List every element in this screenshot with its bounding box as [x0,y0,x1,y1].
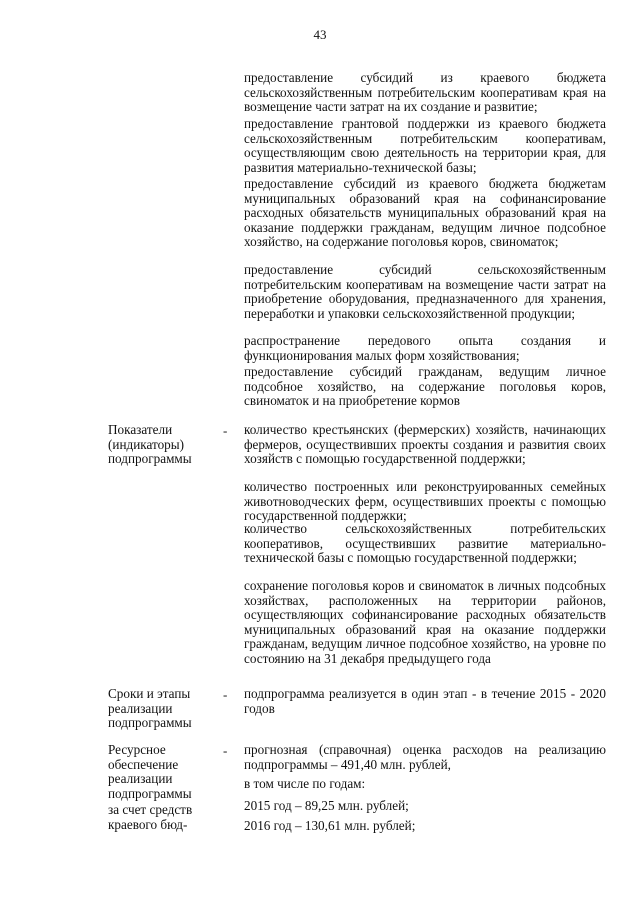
resources-item-3: 2015 год – 89,25 млн. рублей; [244,798,409,813]
resources-sublabel: за счет средств краевого бюд- [108,802,193,832]
measure-item-4: предоставление субсидий сельскохозяйственным потребительским кооперативам на возмещение части затрат на приобретение оборудования, предназначенного для хранения, переработки и упаковки сельскохозяйственной продукции; [244,262,606,321]
resources-item-4: 2016 год – 130,61 млн. рублей; [244,818,416,833]
resources-dash: - [223,743,228,758]
page-number: 43 [313,27,327,42]
resources-item-1: прогнозная (справочная) оценка расходов на реализацию подпрограммы – 491,40 млн. рублей, [244,742,606,772]
indicators-dash: - [223,423,228,438]
indicator-item-3: количество сельскохозяйственных потребительских кооперативов, осуществивших развитие материально-технической базы с помощью государственной поддержки; [244,521,606,566]
measure-item-6: предоставление субсидий гражданам, ведущим личное подсобное хозяйство, на содержание поголовья коров, свиноматок и на приобретение кормов [244,364,606,409]
measure-item-3: предоставление субсидий из краевого бюджета бюджетам муниципальных образований края на софинансирование расходных обязательств муниципальных образований края на оказание поддержки гражданам, ведущим личное подсобное хозяйство, на содержание поголовья коров, свиноматок; [244,176,606,250]
indicator-item-2: количество построенных или реконструированных семейных животноводческих ферм, осуществивших проекты с помощью государственной поддержки; [244,479,606,524]
indicator-item-1: количество крестьянских (фермерских) хозяйств, начинающих фермеров, осуществивших проекты создания и развития своих хозяйств с помощью государственной поддержки; [244,422,606,467]
resources-item-2: в том числе по годам: [244,776,366,791]
indicators-label: Показатели (индикаторы) подпрограммы [108,422,192,467]
measure-item-2: предоставление грантовой поддержки из краевого бюджета сельскохозяйственным потребительским кооперативам, осуществляющим свою деятельность на территории края, для развития материально-технической базы; [244,116,606,175]
indicator-item-4: сохранение поголовья коров и свиноматок в личных подсобных хозяйствах, расположенных на территории районов, осуществляющих софинансирование расходных обязательств муниципальных образований края на оказание поддержки гражданам, ведущим личное подсобное хозяйство, на уровне по состоянию на 31 декабря предыдущего года [244,578,606,666]
measure-item-1: предоставление субсидий из краевого бюджета сельскохозяйственным потребительским кооперативам края на возмещение части затрат на их создание и развитие; [244,70,606,115]
terms-label: Сроки и этапы реализации подпрограммы [108,686,192,731]
terms-dash: - [223,687,228,702]
terms-text: подпрограмма реализуется в один этап - в течение 2015 - 2020 годов [244,686,606,716]
resources-label: Ресурсное обеспечение реализации подпрограммы [108,742,192,801]
measure-item-5: распространение передового опыта создания и функционирования малых форм хозяйствования; [244,333,606,363]
